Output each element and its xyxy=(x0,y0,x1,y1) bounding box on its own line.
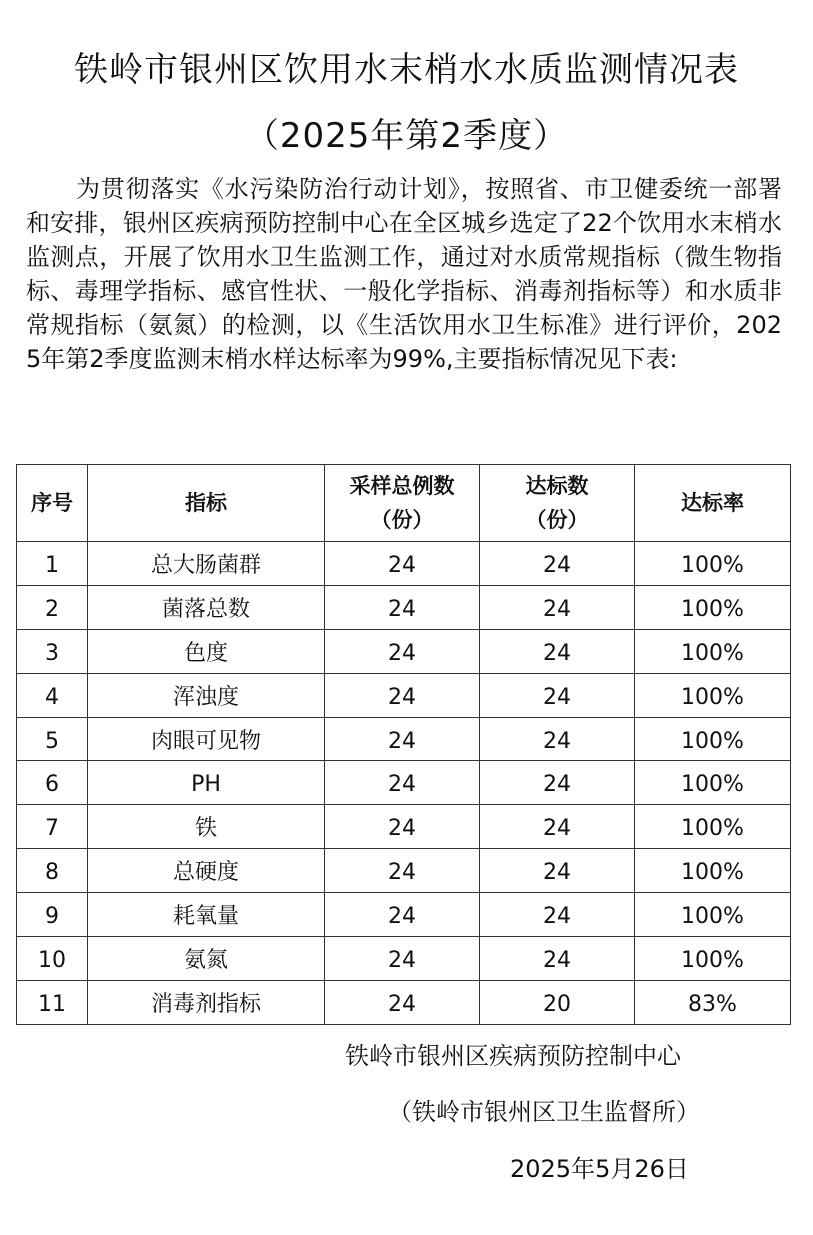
cell-samples: 24 xyxy=(325,585,480,629)
table-row xyxy=(17,937,791,981)
header-passed-line1: 达标数 xyxy=(525,474,589,498)
cell-samples: 24 xyxy=(325,980,480,1024)
cell-passed: 20 xyxy=(480,980,635,1024)
cell-rate: 100% xyxy=(635,717,791,761)
cell-rate: 100% xyxy=(635,673,791,717)
cell-indicator: 耗氧量 xyxy=(88,893,325,937)
cell-index: 6 xyxy=(17,761,88,805)
issuing-organization: 铁岭市银州区疾病预防控制中心 xyxy=(345,1042,681,1070)
table-row xyxy=(17,585,791,629)
cell-rate: 100% xyxy=(635,629,791,673)
header-passed xyxy=(480,465,635,542)
cell-index: 9 xyxy=(17,893,88,937)
cell-rate: 100% xyxy=(635,761,791,805)
cell-rate: 100% xyxy=(635,893,791,937)
table-header-row xyxy=(17,465,791,542)
table-row xyxy=(17,805,791,849)
cell-passed: 24 xyxy=(480,717,635,761)
cell-samples: 24 xyxy=(325,717,480,761)
cell-indicator: 色度 xyxy=(88,629,325,673)
cell-indicator: 肉眼可见物 xyxy=(88,717,325,761)
table-body xyxy=(17,542,791,1025)
header-rate: 达标率 xyxy=(635,465,791,542)
cell-index: 5 xyxy=(17,717,88,761)
table-row xyxy=(17,717,791,761)
cell-samples: 24 xyxy=(325,937,480,981)
cell-index: 4 xyxy=(17,673,88,717)
table-row xyxy=(17,980,791,1024)
issuing-department: （铁岭市银州区卫生监督所） xyxy=(388,1098,700,1126)
cell-passed: 24 xyxy=(480,805,635,849)
table-row xyxy=(17,629,791,673)
cell-indicator: 浑浊度 xyxy=(88,673,325,717)
cell-samples: 24 xyxy=(325,893,480,937)
issue-date: 2025年5月26日 xyxy=(510,1155,689,1183)
document-subtitle: （2025年第2季度） xyxy=(244,116,569,156)
cell-indicator: 总硬度 xyxy=(88,849,325,893)
cell-passed: 24 xyxy=(480,849,635,893)
cell-rate: 100% xyxy=(635,937,791,981)
table-row xyxy=(17,673,791,717)
header-samples xyxy=(325,465,480,542)
table-row xyxy=(17,761,791,805)
cell-indicator: PH xyxy=(88,761,325,805)
table-row xyxy=(17,542,791,586)
table-row xyxy=(17,893,791,937)
table-row xyxy=(17,849,791,893)
cell-indicator: 消毒剂指标 xyxy=(88,980,325,1024)
cell-passed: 24 xyxy=(480,542,635,586)
cell-samples: 24 xyxy=(325,542,480,586)
cell-passed: 24 xyxy=(480,937,635,981)
cell-samples: 24 xyxy=(325,849,480,893)
header-indicator: 指标 xyxy=(88,465,325,542)
cell-index: 2 xyxy=(17,585,88,629)
cell-indicator: 总大肠菌群 xyxy=(88,542,325,586)
header-samples-line1: 采样总例数 xyxy=(349,474,455,498)
cell-passed: 24 xyxy=(480,893,635,937)
cell-index: 11 xyxy=(17,980,88,1024)
cell-rate: 100% xyxy=(635,805,791,849)
cell-index: 1 xyxy=(17,542,88,586)
cell-rate: 100% xyxy=(635,542,791,586)
cell-passed: 24 xyxy=(480,673,635,717)
cell-indicator: 氨氮 xyxy=(88,937,325,981)
cell-index: 3 xyxy=(17,629,88,673)
header-samples-line2: （份） xyxy=(370,508,434,532)
cell-indicator: 菌落总数 xyxy=(88,585,325,629)
cell-index: 7 xyxy=(17,805,88,849)
cell-passed: 24 xyxy=(480,629,635,673)
cell-index: 8 xyxy=(17,849,88,893)
cell-indicator: 铁 xyxy=(88,805,325,849)
header-passed-line2: （份） xyxy=(525,508,589,532)
header-index: 序号 xyxy=(17,465,88,542)
cell-rate: 100% xyxy=(635,849,791,893)
cell-samples: 24 xyxy=(325,805,480,849)
document-title: 铁岭市银州区饮用水末梢水水质监测情况表 xyxy=(74,50,739,90)
cell-samples: 24 xyxy=(325,629,480,673)
cell-rate: 100% xyxy=(635,585,791,629)
cell-samples: 24 xyxy=(325,673,480,717)
cell-rate: 83% xyxy=(635,980,791,1024)
intro-paragraph: 为贯彻落实《水污染防治行动计划》，按照省、市卫健委统一部署和安排，银州区疾病预防控制中心在全区城乡选定了22个饮用水末梢水监测点，开展了饮用水卫生监测工作，通过对水质常规指标（微生物指标、毒理学指标、感官性状、一般化学指标、消毒剂指标等）和水质非常规指标（氨氮）的检测，以《生活饮用水卫生标准》进行评价，2025年第2季度监测末梢水样达标率为99%,主要指标情况见下表: xyxy=(26,175,782,373)
water-quality-table xyxy=(16,464,791,1025)
cell-passed: 24 xyxy=(480,761,635,805)
cell-index: 10 xyxy=(17,937,88,981)
cell-passed: 24 xyxy=(480,585,635,629)
cell-samples: 24 xyxy=(325,761,480,805)
